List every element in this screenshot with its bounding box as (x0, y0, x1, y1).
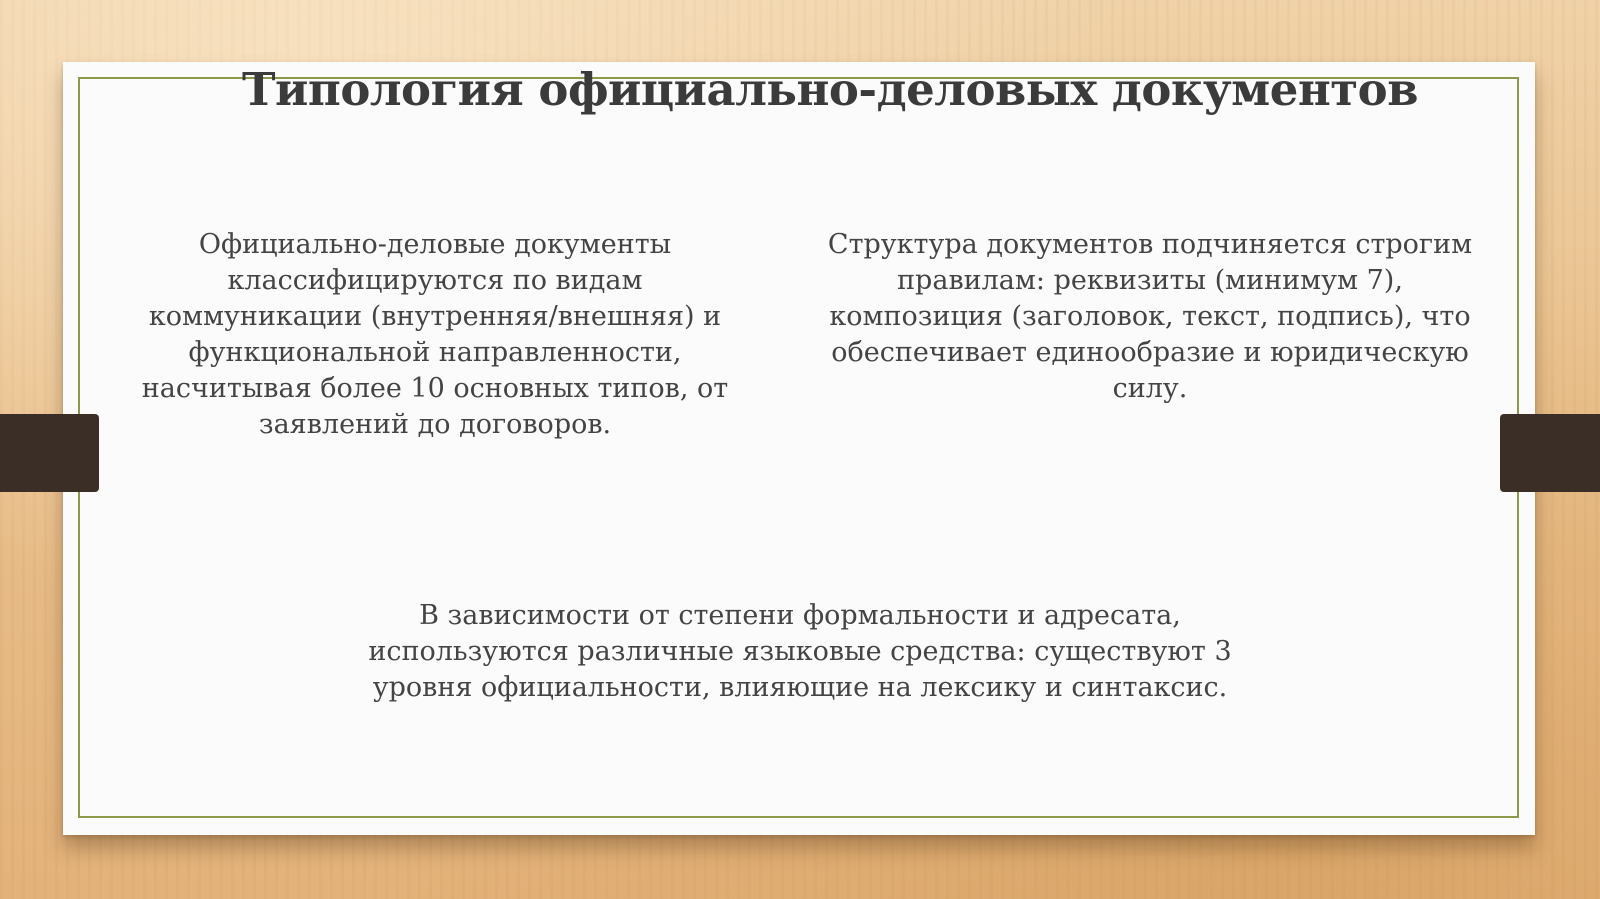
text-line: Структура документов подчиняется строгим (827, 229, 1473, 260)
right-text-block (800, 227, 1500, 407)
text-line: классифицируются по видам (227, 265, 643, 296)
text-line: уровня официальности, влияющие на лексику и синтаксис. (372, 672, 1228, 703)
text-line: функциональной направленности, (188, 337, 682, 368)
slide-frame-border (78, 77, 1519, 818)
text-line: заявлений до договоров. (258, 409, 612, 440)
text-line: композиция (заголовок, текст, подпись), что (829, 301, 1471, 332)
right-binder-clip (1500, 414, 1600, 492)
text-line: В зависимости от степени формальности и адресата, (419, 600, 1181, 631)
text-line: обеспечивает единообразие и юридическую (831, 337, 1469, 368)
text-line: силу. (1112, 373, 1188, 404)
left-binder-clip (0, 414, 99, 492)
bottom-text-block (300, 598, 1300, 706)
left-text-block (110, 227, 760, 443)
text-line: используются различные языковые средства: существуют 3 (368, 636, 1232, 667)
text-line: правилам: реквизиты (минимум 7), (897, 265, 1403, 296)
slide-title: Типология официально-деловых документов (242, 63, 1418, 116)
text-line: Официально-деловые документы (198, 229, 672, 260)
text-line: насчитывая более 10 основных типов, от (141, 373, 729, 404)
text-line: коммуникации (внутренняя/внешняя) и (148, 301, 722, 332)
